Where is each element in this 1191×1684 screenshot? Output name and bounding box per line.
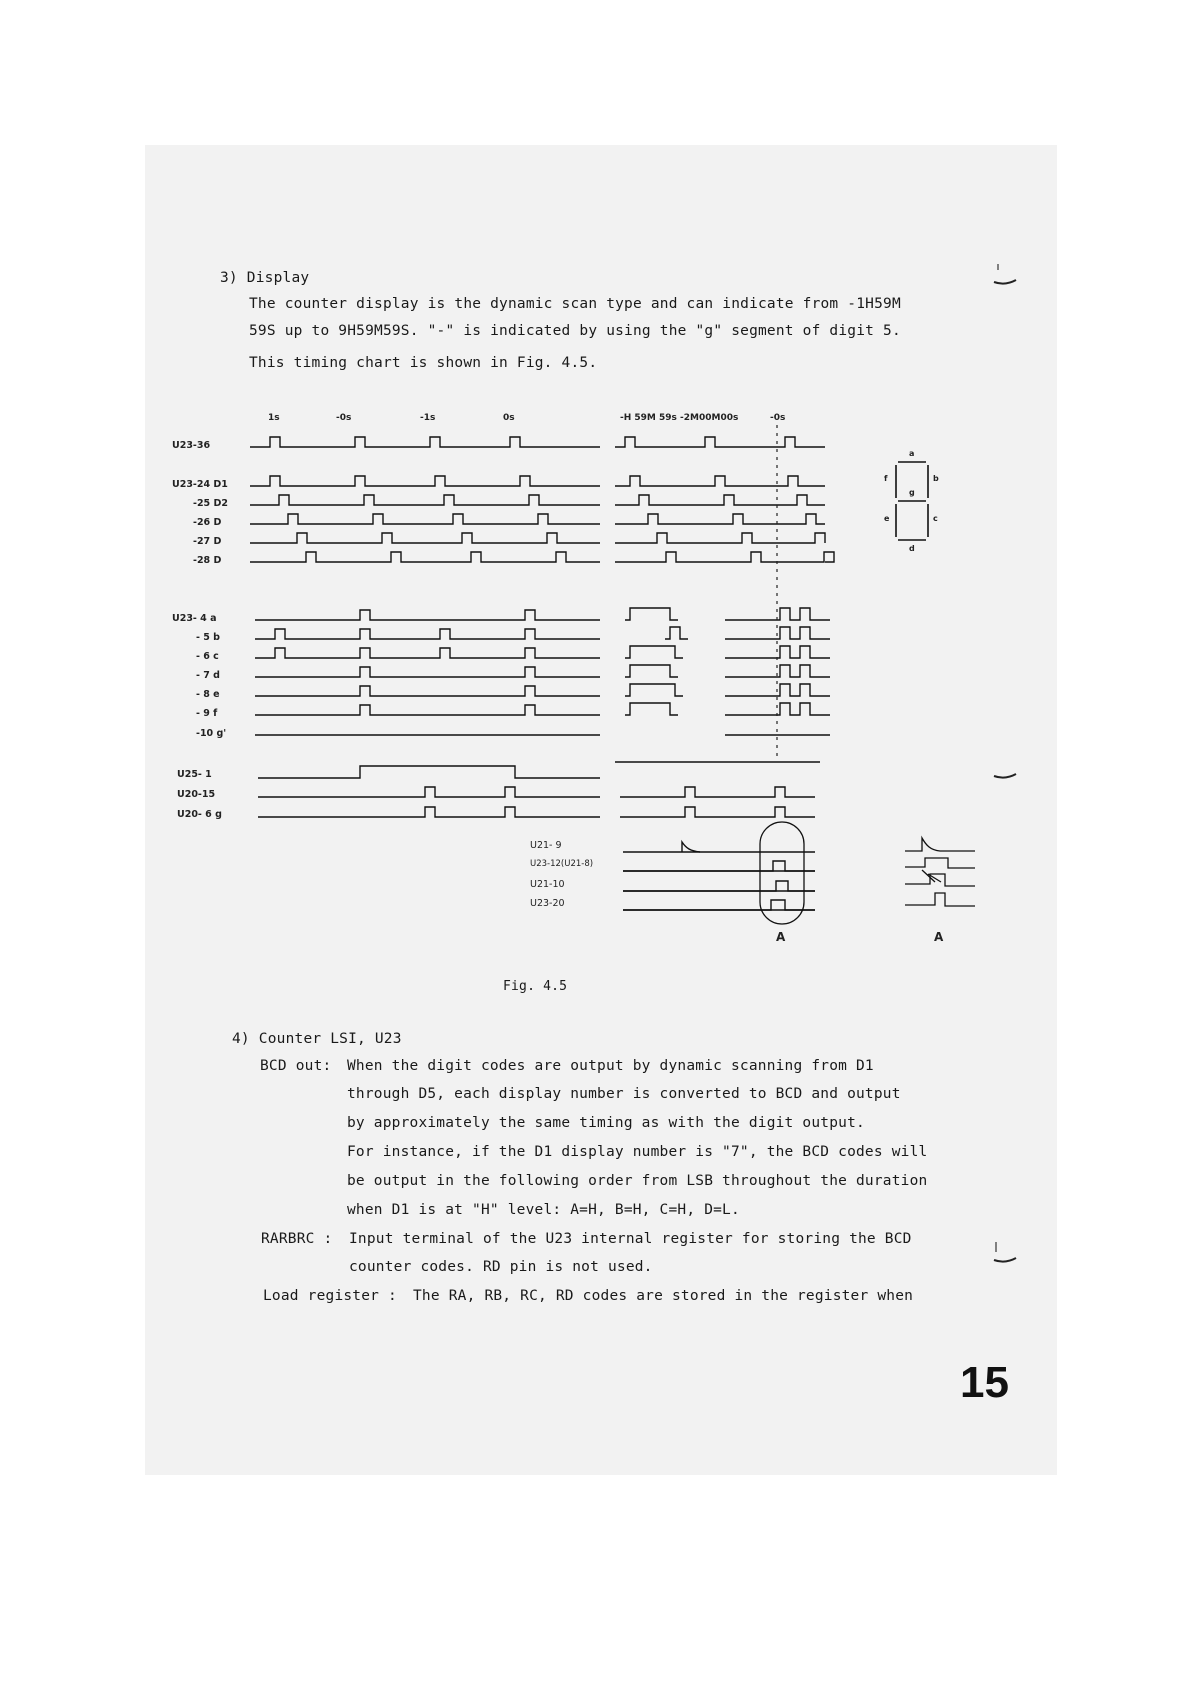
detail-label-a: A bbox=[776, 930, 786, 944]
signal-label: - 5 b bbox=[196, 632, 220, 643]
waveform-trace bbox=[625, 608, 678, 620]
lower-signal-label: U21- 9 bbox=[530, 840, 562, 851]
signal-label: U25- 1 bbox=[177, 769, 212, 780]
waveform-trace bbox=[258, 807, 600, 817]
waveform-trace bbox=[620, 787, 815, 797]
waveform-trace bbox=[623, 861, 815, 871]
signal-label: U23- 4 a bbox=[172, 613, 217, 624]
waveform-trace bbox=[682, 842, 700, 852]
signal-label: U23-24 D1 bbox=[172, 479, 228, 490]
section-3-heading: 3) Display bbox=[220, 270, 310, 286]
waveform-trace bbox=[255, 667, 600, 677]
bcd-line: When the digit codes are output by dynamic scanning from D1 bbox=[347, 1058, 874, 1074]
waveform-trace bbox=[255, 648, 600, 658]
segment-d-label: d bbox=[909, 544, 915, 553]
segment-f-label: f bbox=[884, 474, 888, 483]
signal-label: -28 D bbox=[193, 555, 222, 566]
segment-c-label: c bbox=[933, 514, 938, 523]
margin-mark bbox=[990, 1240, 1020, 1264]
bcd-line: through D5, each display number is converted to BCD and output bbox=[347, 1086, 901, 1102]
r-terminal-label: RARBRC : bbox=[261, 1231, 333, 1247]
waveform-trace bbox=[250, 476, 600, 486]
waveform-trace bbox=[615, 533, 825, 543]
waveform-trace bbox=[625, 684, 683, 696]
waveform-trace bbox=[665, 627, 688, 639]
section-3-line-2: 59S up to 9H59M59S. "-" is indicated by using the "g" segment of digit 5. bbox=[249, 323, 901, 339]
waveform-trace bbox=[258, 787, 600, 797]
load-register-label: Load register : bbox=[263, 1288, 397, 1304]
segment-a-label: a bbox=[909, 449, 915, 458]
bcd-line: by approximately the same timing as with the digit output. bbox=[347, 1115, 865, 1131]
waveform-trace bbox=[615, 495, 825, 505]
waveform-trace bbox=[615, 552, 834, 562]
signal-label: U20-15 bbox=[177, 789, 216, 800]
figure-caption: Fig. 4.5 bbox=[503, 979, 568, 994]
waveform-trace bbox=[250, 533, 600, 543]
signal-label: - 7 d bbox=[196, 670, 220, 681]
margin-mark bbox=[990, 262, 1020, 286]
waveform-trace bbox=[255, 686, 600, 696]
waveform-trace bbox=[255, 629, 600, 639]
waveform-trace bbox=[250, 437, 600, 447]
waveform-trace bbox=[615, 437, 825, 447]
margin-mark bbox=[990, 762, 1020, 786]
waveform-trace bbox=[625, 703, 678, 715]
section-3-line-3: This timing chart is shown in Fig. 4.5. bbox=[249, 355, 598, 371]
detail-a-waveform bbox=[905, 838, 975, 906]
waveform-trace bbox=[623, 881, 815, 891]
waveform-trace bbox=[625, 665, 678, 677]
lower-signal-label: U23-20 bbox=[530, 898, 565, 909]
waveform-trace bbox=[620, 807, 815, 817]
bcd-line: when D1 is at "H" level: A=H, B=H, C=H, D=L. bbox=[347, 1202, 740, 1218]
segment-g-label: g bbox=[909, 488, 915, 497]
detail-a-oval bbox=[760, 822, 804, 924]
lower-signal-label: U23-12(U21-8) bbox=[530, 859, 594, 869]
signal-label: -26 D bbox=[193, 517, 222, 528]
section-3-line-1: The counter display is the dynamic scan type and can indicate from -1H59M bbox=[249, 296, 901, 312]
waveform-trace bbox=[258, 762, 820, 778]
segment-b-label: b bbox=[933, 474, 939, 483]
detail-label-a-right: A bbox=[934, 930, 944, 944]
waveform-trace bbox=[615, 476, 825, 486]
lower-signal-label: U21-10 bbox=[530, 879, 565, 890]
bcd-line: For instance, if the D1 display number is "7", the BCD codes will bbox=[347, 1144, 928, 1160]
waveform-trace bbox=[255, 610, 600, 620]
page-number: 15 bbox=[960, 1358, 1009, 1407]
waveform-trace bbox=[255, 705, 600, 715]
signal-label: - 9 f bbox=[196, 708, 218, 719]
section-4-heading: 4) Counter LSI, U23 bbox=[232, 1031, 402, 1047]
signal-label: -27 D bbox=[193, 536, 222, 547]
signal-label: U20- 6 g bbox=[177, 809, 222, 820]
bcd-out-label: BCD out: bbox=[260, 1058, 332, 1074]
signal-label: - 8 e bbox=[196, 689, 220, 700]
signal-label: -10 g' bbox=[196, 728, 227, 739]
top-label-1: 1s bbox=[268, 413, 280, 423]
top-label-3: -1s bbox=[420, 413, 436, 423]
top-label-5: -H 59M 59s -2M00M00s bbox=[620, 413, 739, 423]
waveform-trace bbox=[623, 900, 815, 910]
signal-label: U23-36 bbox=[172, 440, 211, 451]
top-label-6: -0s bbox=[770, 413, 786, 423]
signal-label: -25 D2 bbox=[193, 498, 228, 509]
top-label-2: -0s bbox=[336, 413, 352, 423]
segment-e-label: e bbox=[884, 514, 890, 523]
load-register-line: The RA, RB, RC, RD codes are stored in the register when bbox=[413, 1288, 914, 1304]
seven-segment-diagram bbox=[896, 462, 928, 540]
waveform-trace bbox=[615, 514, 825, 524]
r-line-1: Input terminal of the U23 internal register for storing the BCD bbox=[349, 1231, 912, 1247]
waveform-trace bbox=[250, 552, 600, 562]
waveform-trace bbox=[250, 495, 600, 505]
r-line-2: counter codes. RD pin is not used. bbox=[349, 1259, 653, 1275]
top-label-4: 0s bbox=[503, 413, 515, 423]
signal-label: - 6 c bbox=[196, 651, 219, 662]
waveform-trace bbox=[250, 514, 600, 524]
waveform-trace bbox=[625, 646, 683, 658]
bcd-line: be output in the following order from LSB throughout the duration bbox=[347, 1173, 928, 1189]
